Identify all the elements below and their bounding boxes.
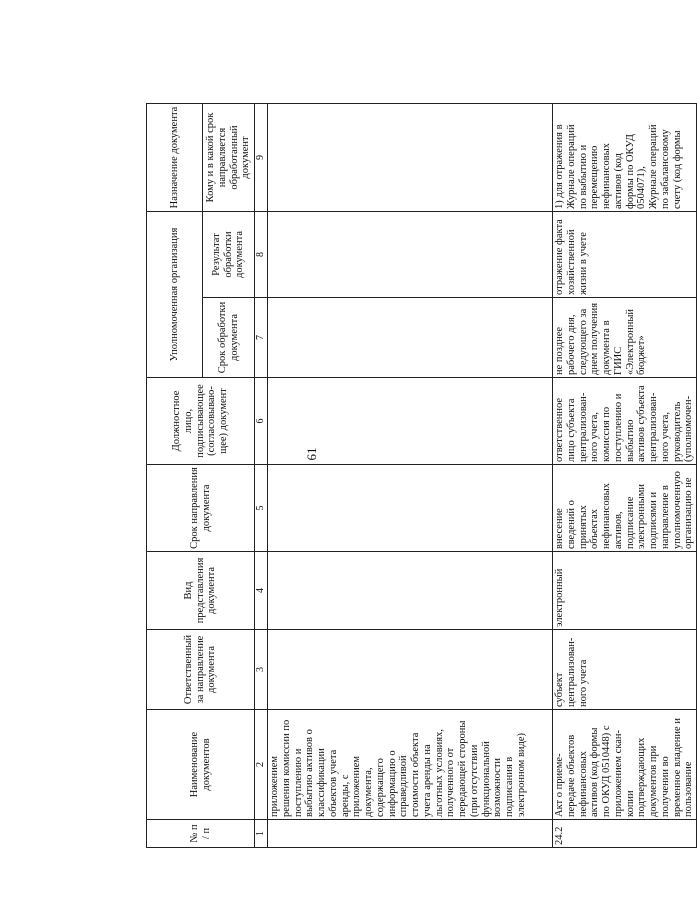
cell-number <box>268 820 553 848</box>
cell-presentation-type <box>268 552 553 630</box>
header-recipient: Кому и в какой срок направляется обработанный документ <box>203 104 255 212</box>
header-send-deadline: Срок направления документа <box>147 465 255 552</box>
cell-recipient: 1) для отражения в Журнале операций по выбытию и перемещению нефинансовых активов (код формы по ОКУД 0504071), Журнале операций по забалансовому счету (код формы <box>553 104 697 212</box>
cell-responsible: субъект централизован- ного учета <box>553 630 697 710</box>
header-document-purpose: Назначение документа <box>147 104 203 212</box>
header-processing-deadline: Срок обработки документа <box>203 298 255 378</box>
header-authorized-organization: Уполномоченная организация <box>147 212 203 378</box>
documents-table <box>146 103 697 848</box>
rotated-table-wrapper <box>146 104 695 848</box>
cell-document-name: приложением решения комиссии по поступлению и выбытию активов о классификации объектов учета аренды, с приложением документа, содержащего информацию о справедливой стоимости объекта учета аренды на льготных условиях, полученного от передающей стороны (при отсутствии функциональной возможности подписания в электронном виде) <box>268 710 553 820</box>
column-number: 9 <box>255 104 268 212</box>
column-number: 5 <box>255 465 268 552</box>
cell-send-deadline: внесение сведений о принятых объектах нефинансовых активов, подписание электронными подписями и направление в уполномоченную организацию не <box>553 465 697 552</box>
cell-processing-result <box>268 212 553 298</box>
cell-signing-official <box>268 378 553 465</box>
cell-send-deadline <box>268 465 553 552</box>
header-responsible: Ответственный за направление документа <box>147 630 255 710</box>
table-row <box>553 104 697 848</box>
cell-processing-deadline: не позднее рабочего дня, следующего за днем получения документа в ГИИС «Электронный бюджет» <box>553 298 697 378</box>
column-number-row <box>255 104 268 848</box>
column-number: 4 <box>255 552 268 630</box>
header-row-1 <box>147 104 203 848</box>
cell-document-name: Акт о приеме- передаче объектов нефинансовых активов (код формы по ОКУД 0510448) с приложением скан- копии подтверждающих документов при получении во временное владение и пользование <box>553 710 697 820</box>
header-processing-result: Результат обработки документа <box>203 212 255 298</box>
cell-responsible <box>268 630 553 710</box>
cell-presentation-type: электронный <box>553 552 697 630</box>
header-number: № п / п <box>147 820 255 848</box>
column-number: 1 <box>255 820 268 848</box>
page-number: 61 <box>304 447 319 461</box>
column-number: 3 <box>255 630 268 710</box>
column-number: 2 <box>255 710 268 820</box>
header-signing-official: Должностное лицо, подписывающее (согласовываю-щее) документ <box>147 378 255 465</box>
cell-processing-result: отражение факта хозяйственной жизни в учете <box>553 212 697 298</box>
cell-processing-deadline <box>268 298 553 378</box>
cell-number: 24.2 <box>553 820 697 848</box>
column-number: 7 <box>255 298 268 378</box>
cell-recipient <box>268 104 553 212</box>
table-row <box>268 104 553 848</box>
header-presentation-type: Вид представления документа <box>147 552 255 630</box>
column-number: 8 <box>255 212 268 298</box>
header-document-name: Наименование документов <box>147 710 255 820</box>
cell-signing-official: ответственное лицо субъекта централизован- ного учета, комиссия по поступлению и выбытию активов субъекта централизован- ного учета, руководитель (уполномочен- <box>553 378 697 465</box>
column-number: 6 <box>255 378 268 465</box>
